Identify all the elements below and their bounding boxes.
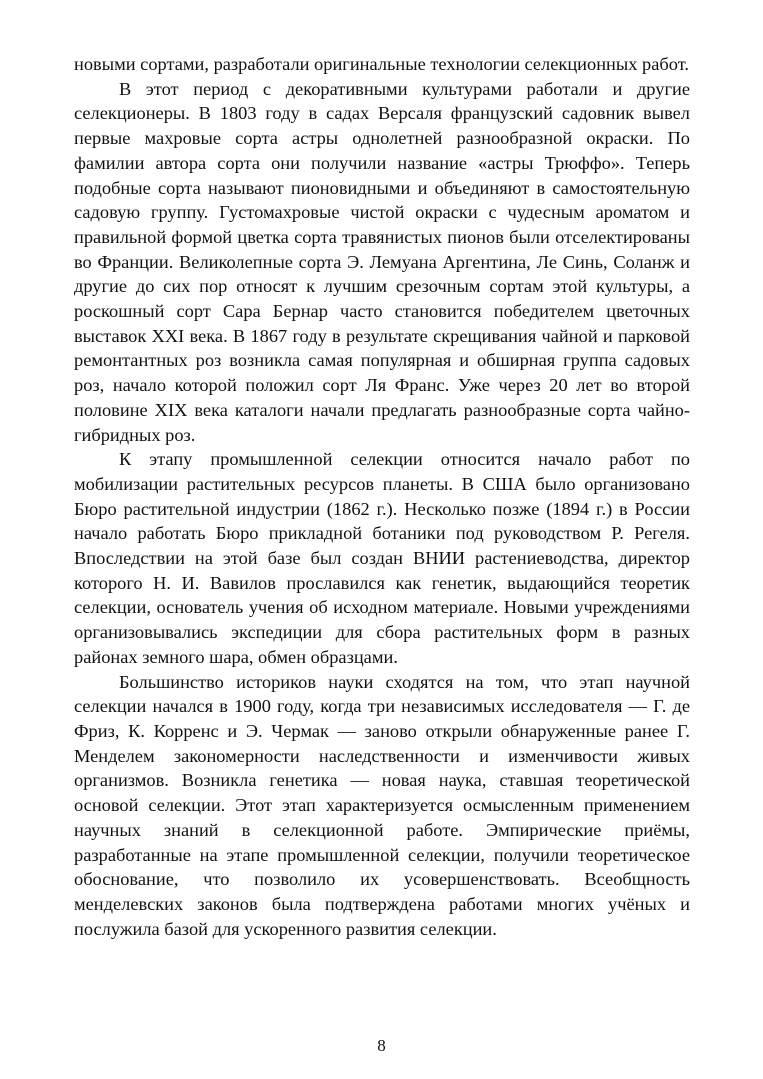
page-number: 8 <box>377 1036 386 1055</box>
body-text <box>74 52 690 941</box>
paragraph-continuation: новыми сортами, разработали оригинальные технологии селекционных работ. <box>74 54 689 74</box>
paragraph-scientific-selection: Большинство историков науки сходятся на том, что этап научной селекции начался в 1900 году, когда три независимых исследователя — Г. де Фриз, К. Корренс и Э. Чермак — заново открыли обнаруженные ранее Г. Менделем закономерности наследственности и изменчивости живых организмов. Возникла генетика — новая наука, ставшая теоретической основой селекции. Этот этап характеризуется осмысленным применением научных знаний в селекционной работе. Эмпирические приёмы, разработанные на этапе промышленной селекции, получили теоретическое обоснование, что позволило их усовершенствовать. Всеобщность менделевских законов была подтверждена работами многих учёных и послужила базой для ускоренного развития селекции. <box>74 671 690 939</box>
paragraph-decorative-breeders: В этот период с декоративными культурами работали и другие селекционеры. В 1803 году в садах Версаля французский садовник вывел первые махровые сорта астры однолетней разнообразной окраски. По фамилии автора сорта они получили название «астры Трюффо». Теперь подобные сорта называют пионовидными и объединяют в самостоятельную садовую группу. Густомахровые чистой окраски с чудесным ароматом и правильной формой цветка сорта травянистых пионов были отселектированы во Франции. Великолепные сорта Э. Лемуана Аргентина, Ле Синь, Соланж и другие до сих пор относят к лучшим срезочным сортам этой культуры, а роскошный сорт Сара Бернар часто становится победителем цветочных выставок XXI века. В 1867 году в результате скрещивания чайной и парковой ремонтантных роз возникла самая популярная и обширная группа садовых роз, начало которой положил сорт Ля Франс. Уже через 20 лет во второй половине XIX века каталоги начали предлагать разнообразные сорта чайно-гибридных роз. <box>74 78 690 445</box>
paragraph-industrial-selection: К этапу промышленной селекции относится начало работ по мобилизации растительных ресурсов планеты. В США было организовано Бюро растительной индустрии (1862 г.). Несколько позже (1894 г.) в России начало работать Бюро прикладной ботаники под руководством Р. Регеля. Впоследствии на этой базе был создан ВНИИ растениеводства, директор которого Н. И. Вавилов прославился как генетик, выдающийся теоретик селекции, основатель учения об исходном материале. Новыми учреждениями организовывались экспедиции для сбора растительных форм в разных районах земного шара, обмен образцами. <box>74 449 690 667</box>
